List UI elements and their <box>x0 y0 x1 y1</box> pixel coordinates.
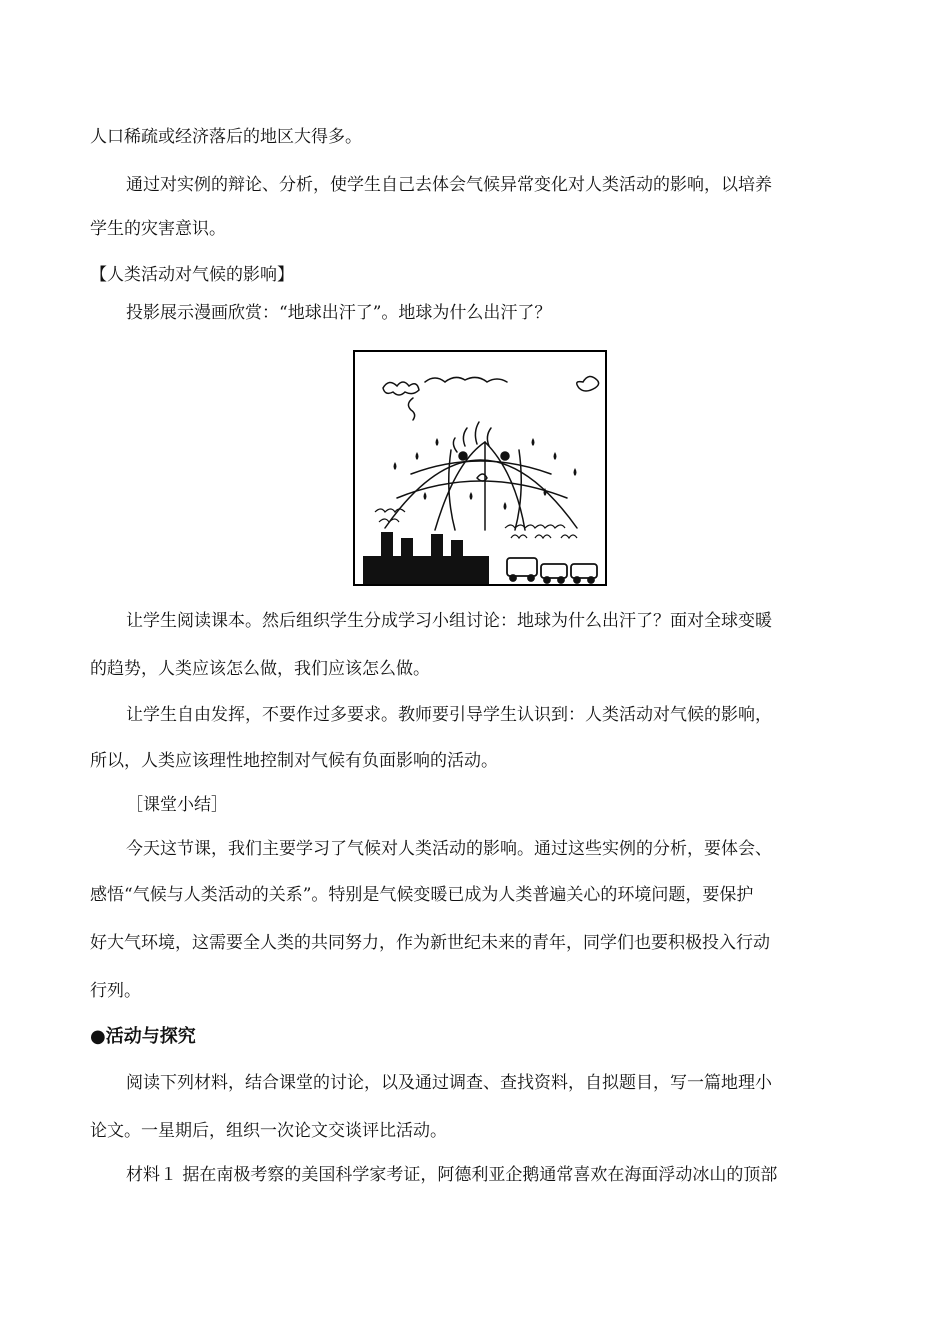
cloud-left <box>383 382 419 395</box>
globe-outline <box>385 460 577 528</box>
summary-heading: ［课堂小结］ <box>126 795 228 815</box>
line-11: 今天这节课，我们主要学习了气候对人类活动的影响。通过这些实例的分析，要体会、 <box>126 839 772 859</box>
activity-heading: ●活动与探究 <box>90 1026 196 1047</box>
line-9: 所以，人类应该理性地控制对气候有负面影响的活动。 <box>90 751 498 771</box>
line-18: 材料１ 据在南极考察的美国科学家考证，阿德利亚企鹅通常喜欢在海面浮动冰山的顶部 <box>126 1165 778 1185</box>
line-6: 让学生阅读课本。然后组织学生分成学习小组讨论：地球为什么出汗了？面对全球变暖 <box>126 611 772 631</box>
line-2: 通过对实例的辩论、分析，使学生自己去体会气候异常变化对人类活动的影响，以培养 <box>126 175 772 195</box>
line-13: 好大气环境，这需要全人类的共同努力，作为新世纪未来的青年，同学们也要积极投入行动 <box>90 933 770 953</box>
line-5: 投影展示漫画欣赏：“地球出汗了”。地球为什么出汗了？ <box>126 303 552 323</box>
line-8: 让学生自由发挥，不要作过多要求。教师要引导学生认识到：人类活动对气候的影响， <box>126 705 772 725</box>
cars <box>507 558 597 583</box>
line-17: 论文。一星期后，组织一次论文交谈评比活动。 <box>90 1121 447 1141</box>
section-heading: 【人类活动对气候的影响】 <box>90 265 294 285</box>
factory <box>363 532 489 584</box>
cloud-right <box>577 376 599 391</box>
line-12: 感悟“气候与人类活动的关系”。特别是气候变暖已成为人类普遍关心的环境问题，要保护 <box>90 885 754 905</box>
cloud-trail <box>425 377 507 382</box>
line-3: 学生的灾害意识。 <box>90 219 226 239</box>
line-7: 的趋势，人类应该怎么做，我们应该怎么做。 <box>90 659 430 679</box>
sweating-earth-cartoon <box>353 350 607 586</box>
cloud-curl <box>408 398 414 420</box>
line-1: 人口稀疏或经济落后的地区大得多。 <box>90 127 362 147</box>
line-16: 阅读下列材料，结合课堂的讨论，以及通过调查、查找资料，自拟题目，写一篇地理小 <box>126 1073 772 1093</box>
line-14: 行列。 <box>90 981 141 1001</box>
